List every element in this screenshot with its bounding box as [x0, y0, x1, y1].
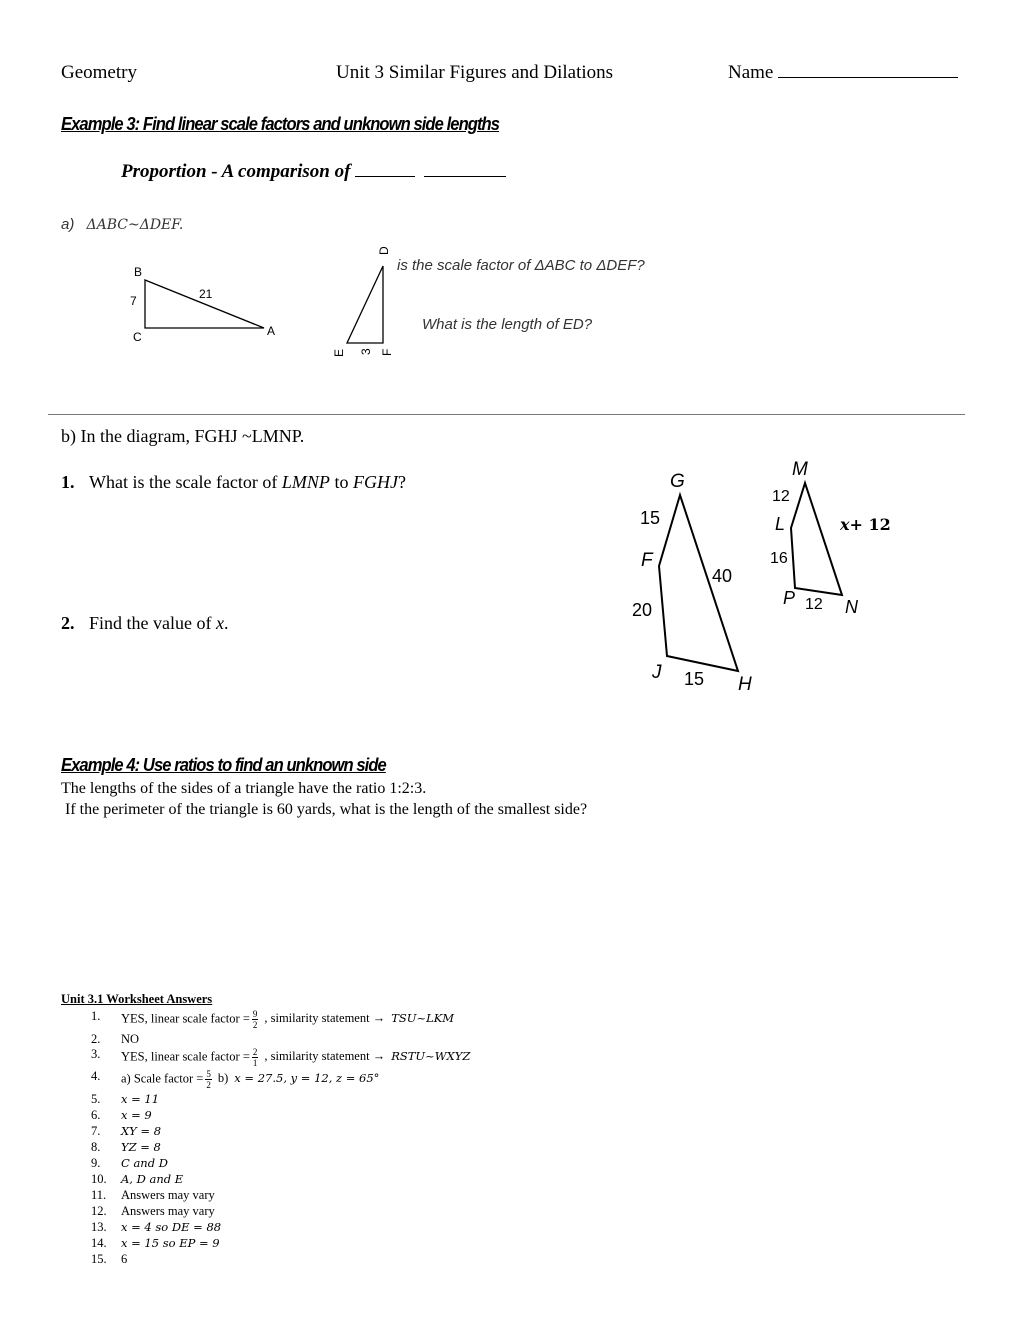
answer-text: [121, 1108, 152, 1123]
answer-math: A, D and E: [121, 1172, 184, 1186]
example4-line-2: If the perimeter of the triangle is 60 yards, what is the length of the smallest side?: [61, 801, 588, 818]
answer-number: 11.: [91, 1188, 107, 1202]
part-b-statement: b) In the diagram, FGHJ ~LMNP.: [61, 426, 305, 446]
answer-math: x = 11: [121, 1092, 160, 1106]
answer-text: [121, 1204, 215, 1219]
answer-math: x = 27.5, y = 12, z = 65°: [234, 1071, 380, 1086]
quad-lmnp: [791, 483, 842, 595]
proportion-label: Proportion - A comparison of: [121, 161, 351, 182]
question-2-number: 2.: [61, 613, 75, 633]
fraction-denominator: 2: [252, 1020, 258, 1030]
answer-math: x = 9: [121, 1108, 152, 1122]
side-ba-label: 21: [199, 287, 213, 301]
answer-number: 14.: [91, 1236, 107, 1250]
answer-math: RSTU~WXYZ: [391, 1049, 471, 1064]
fraction-numerator: 9: [252, 1009, 258, 1019]
question-2-end: .: [223, 613, 229, 633]
answer-text: [121, 1069, 379, 1090]
answer-number: 15.: [91, 1252, 107, 1266]
answer-text: [121, 1047, 470, 1068]
answers-list: [91, 1009, 591, 1269]
answer-number: 3.: [91, 1047, 101, 1061]
answer-text: [121, 1140, 161, 1155]
question-scale-factor-a: is the scale factor of ΔABC to ΔDEF?: [397, 257, 645, 274]
question-2-text: [89, 613, 228, 633]
answer-fraction: [252, 1009, 259, 1030]
fraction-numerator: 5: [206, 1069, 211, 1079]
side-mn-label: [839, 515, 891, 534]
answer-math: x = 4 so DE = 88: [121, 1220, 222, 1234]
side-gh-label: 40: [712, 566, 733, 586]
question-2-lead: Find the value of: [89, 613, 216, 633]
side-lp-label: 16: [770, 550, 788, 567]
answer-text-part-2: , similarity statement →: [264, 1049, 386, 1064]
vertex-a-label: A: [267, 324, 276, 338]
question-1-lmnp: LMNP: [281, 472, 330, 492]
answer-number: 6.: [91, 1108, 101, 1122]
answer-text: [121, 1009, 454, 1030]
answer-text: [121, 1236, 220, 1251]
question-1: [61, 472, 406, 493]
fraction-denominator: 2: [206, 1080, 211, 1090]
answer-number: 13.: [91, 1220, 107, 1234]
answer-text-part: Answers may vary: [121, 1204, 215, 1218]
subject-title: Geometry: [61, 62, 137, 83]
side-ml-label: 12: [772, 488, 790, 505]
answer-number: 4.: [91, 1069, 101, 1083]
section-divider: [48, 414, 965, 415]
side-mn-rest: + 12: [849, 515, 891, 534]
vertex-n-label: N: [845, 597, 858, 617]
answer-math: C and D: [121, 1156, 168, 1170]
answers-title: Unit 3.1 Worksheet Answers: [61, 992, 213, 1006]
answer-math: XY = 8: [121, 1124, 162, 1138]
answer-text-part: 6: [121, 1252, 128, 1266]
answer-fraction: [252, 1047, 259, 1068]
example4-title: Example 4: Use ratios to find an unknown side: [61, 755, 386, 775]
vertex-j-label: J: [652, 662, 662, 683]
vertex-l-label: L: [775, 514, 786, 534]
question-1-number: 1.: [61, 472, 75, 492]
vertex-h-label: H: [738, 674, 752, 695]
vertex-m-label: M: [792, 459, 808, 480]
answer-number: 7.: [91, 1124, 101, 1138]
example4-line-1: The lengths of the sides of a triangle have the ratio 1:2:3.: [61, 780, 427, 797]
vertex-f-quad-label: F: [641, 550, 653, 571]
answer-math: x = 15 so EP = 9: [121, 1236, 220, 1250]
answer-number: 12.: [91, 1204, 107, 1218]
side-gf-label: 15: [640, 508, 661, 528]
vertex-b-label: B: [134, 265, 143, 279]
similarity-statement-a: ΔABC~ΔDEF.: [86, 217, 184, 233]
answer-text-part-2: b): [217, 1071, 229, 1086]
vertex-g-label: G: [670, 471, 685, 492]
question-1-fghj: FGHJ: [352, 472, 398, 492]
answer-text: [121, 1172, 183, 1187]
answer-text-part-2: , similarity statement →: [264, 1011, 386, 1026]
fraction-numerator: 2: [252, 1047, 258, 1057]
answer-text-part: YES, linear scale factor =: [121, 1011, 250, 1026]
question-1-to: to: [329, 472, 353, 492]
question-1-text: [89, 472, 406, 492]
unit-title: Unit 3 Similar Figures and Dilations: [336, 62, 614, 83]
answer-number: 1.: [91, 1009, 101, 1023]
vertex-d-label: D: [377, 246, 391, 255]
triangle-def: [347, 266, 383, 343]
answer-number: 9.: [91, 1156, 101, 1170]
side-jh-label: 15: [684, 669, 705, 689]
question-length-ed: What is the length of ED?: [422, 316, 593, 333]
answer-text: [121, 1252, 127, 1267]
question-1-end: ?: [397, 472, 406, 492]
answer-text: [121, 1188, 215, 1203]
answer-text-part: a) Scale factor =: [121, 1071, 204, 1086]
answer-text-part: NO: [121, 1032, 140, 1046]
side-mn-variable: x: [840, 515, 850, 534]
vertex-f-label: F: [380, 348, 394, 356]
side-ef-label: 3: [359, 348, 373, 355]
question-2: [61, 613, 228, 634]
side-fj-label: 20: [632, 600, 653, 620]
answer-number: 2.: [91, 1032, 101, 1046]
answer-text: [121, 1092, 159, 1107]
vertex-c-label: C: [133, 330, 142, 344]
answer-math: YZ = 8: [121, 1140, 161, 1154]
vertex-e-label: E: [332, 348, 346, 357]
answer-text: [121, 1124, 161, 1139]
name-label: Name: [728, 62, 774, 83]
side-bc-label: 7: [130, 294, 137, 308]
question-2-variable: x: [215, 613, 224, 633]
example3-title: Example 3: Find linear scale factors and unknown side lengths: [61, 114, 500, 134]
answer-math: TSU~LKM: [391, 1011, 455, 1026]
vertex-p-label: P: [783, 588, 796, 608]
answer-text-part: Answers may vary: [121, 1188, 215, 1202]
answer-number: 8.: [91, 1140, 101, 1154]
side-pn-label: 12: [805, 596, 823, 613]
fraction-denominator: 1: [252, 1058, 258, 1068]
answer-text: [121, 1156, 168, 1171]
answer-text: [121, 1032, 139, 1047]
answer-text: [121, 1220, 221, 1235]
answer-number: 10.: [91, 1172, 107, 1186]
question-1-lead: What is the scale factor of: [89, 472, 282, 492]
answer-text-part: YES, linear scale factor =: [121, 1049, 250, 1064]
answer-fraction: [205, 1069, 212, 1090]
part-a-label: a): [61, 216, 75, 233]
answer-number: 5.: [91, 1092, 101, 1106]
